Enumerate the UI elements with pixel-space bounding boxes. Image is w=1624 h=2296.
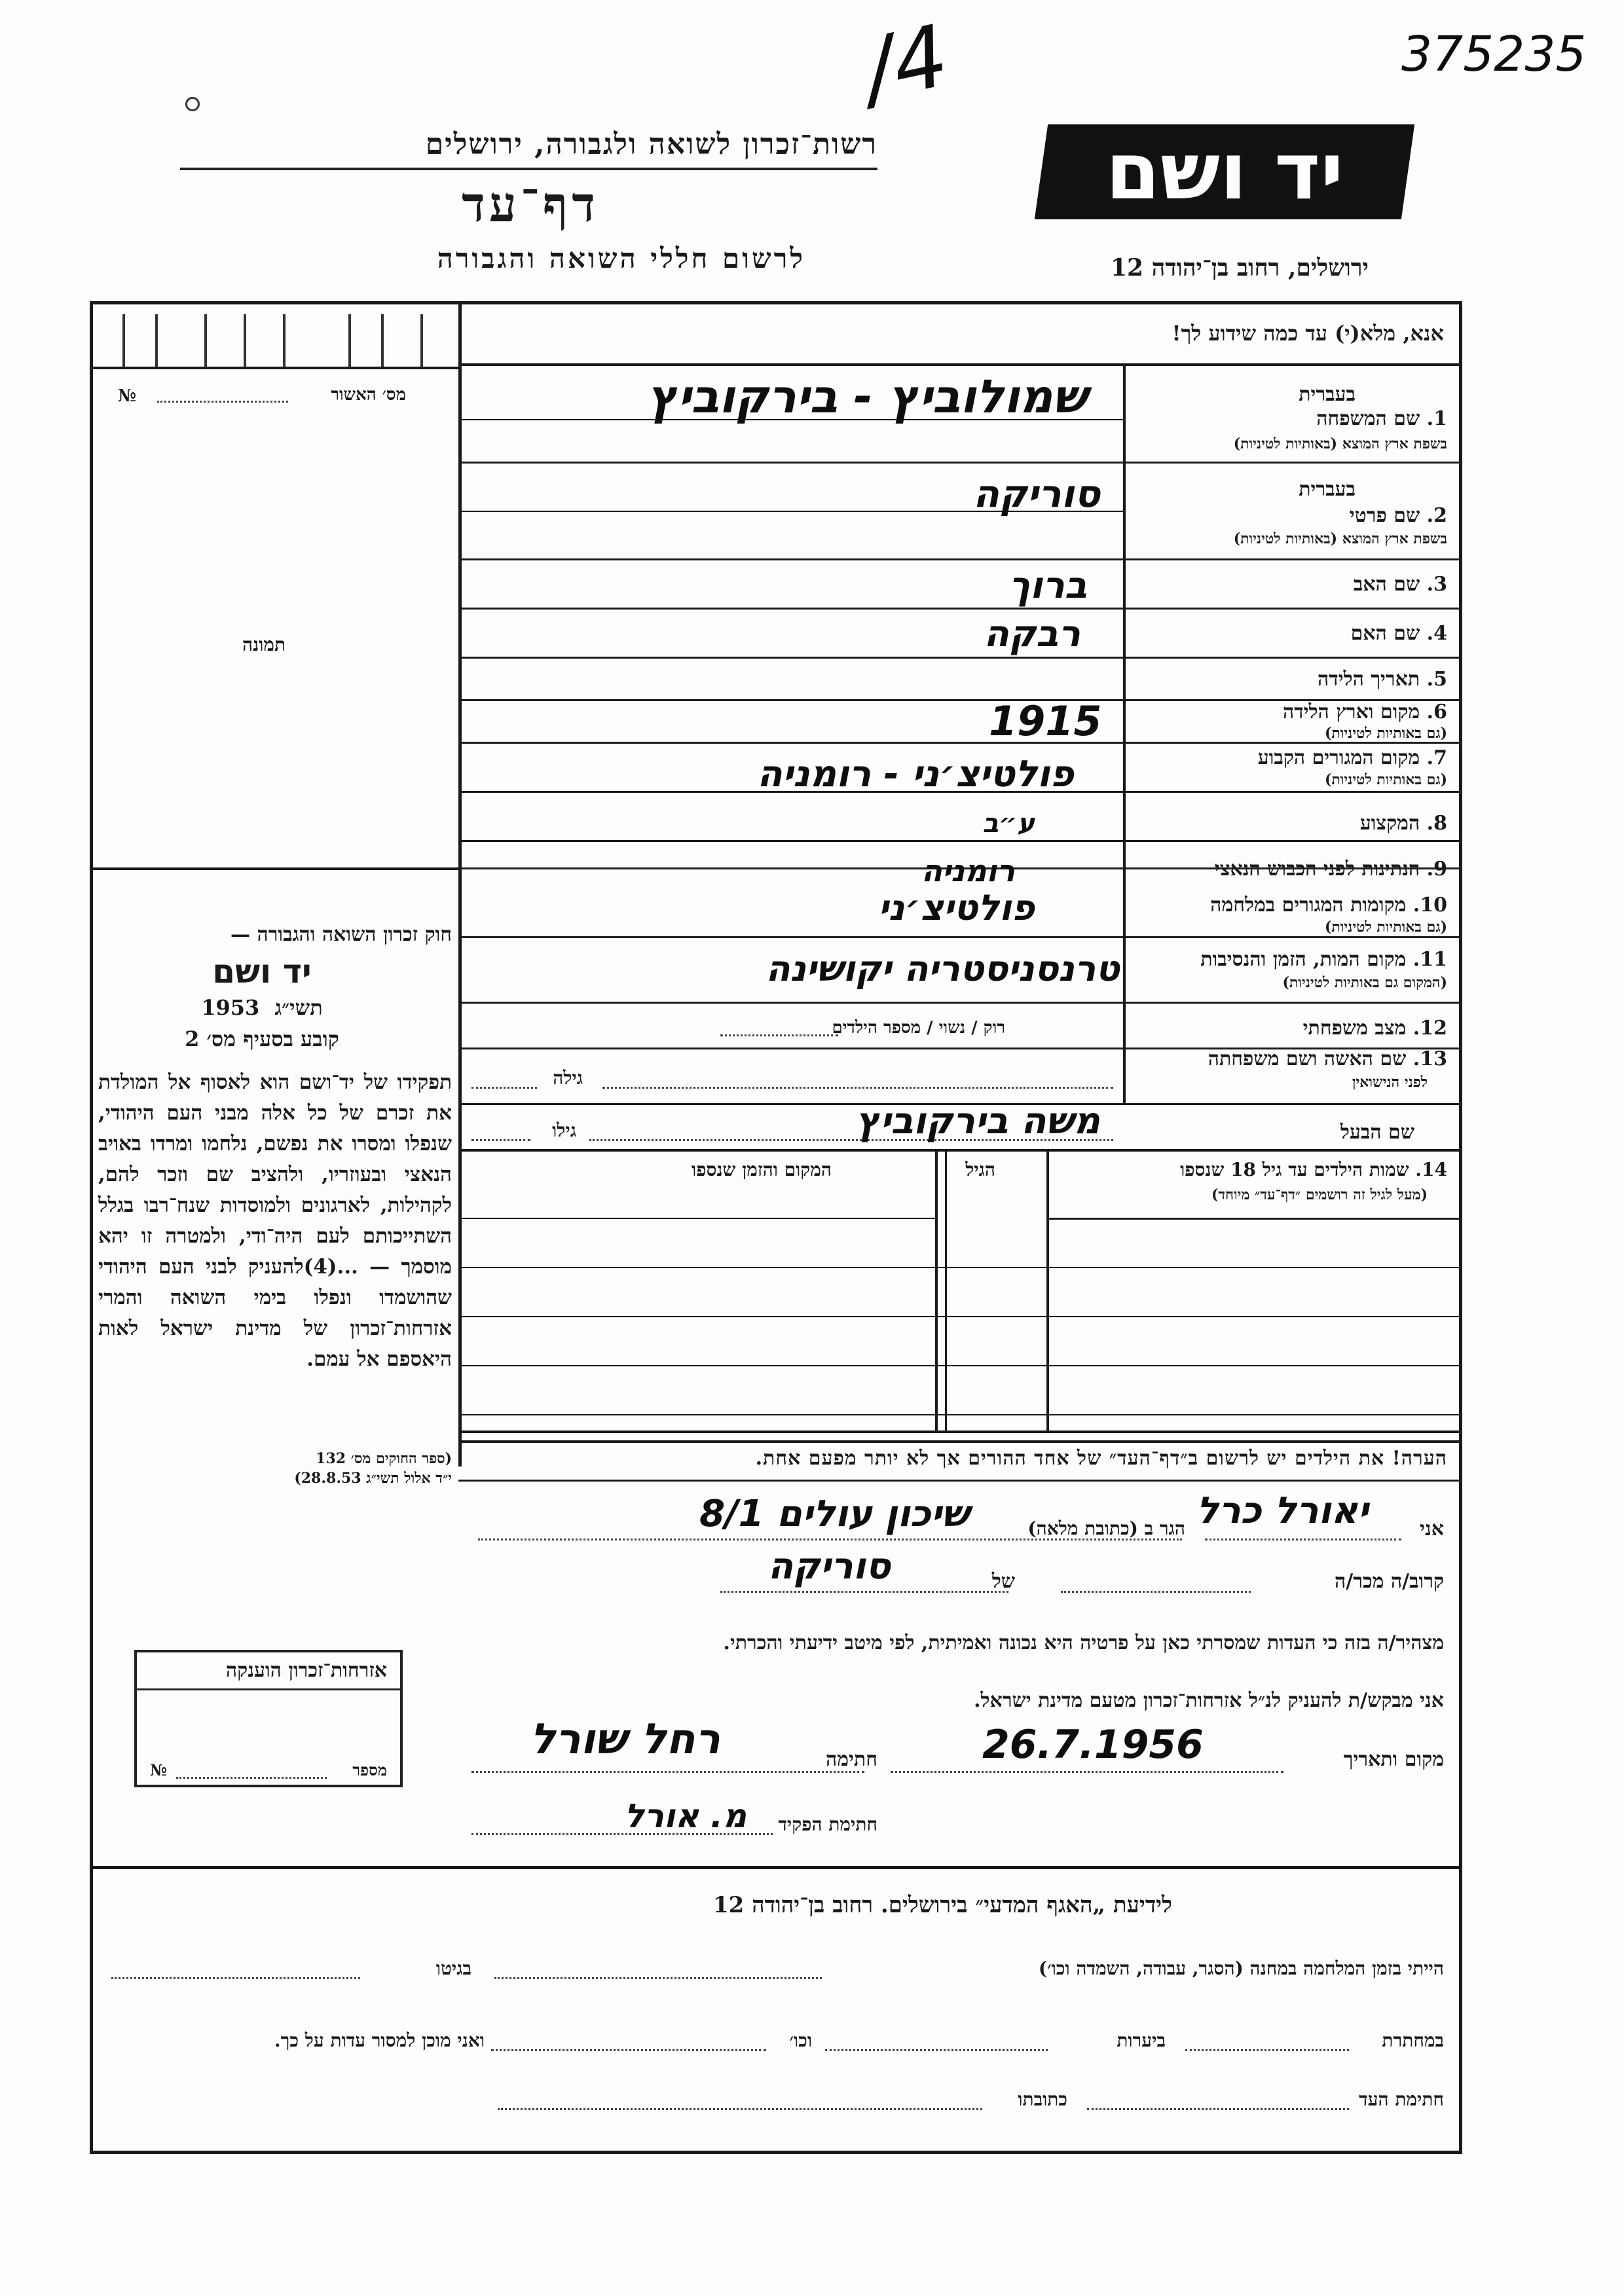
etc-field[interactable]	[491, 2049, 766, 2051]
field-13-label	[1208, 1048, 1447, 1070]
children-count-field[interactable]	[720, 1034, 838, 1036]
relation-field[interactable]	[1061, 1591, 1251, 1593]
field-13-age-label: גילה	[553, 1067, 583, 1089]
children-place-col: המקום והזמן שנספו	[692, 1159, 832, 1180]
field-11-text: מקום המות, הזמן והנסיבות	[1200, 948, 1407, 971]
law-year-hebrew: תשי״ג	[274, 995, 323, 1020]
law-logo: יד ושם	[212, 953, 312, 991]
field-10-label	[1210, 894, 1447, 917]
logo-text: יד ושם	[1105, 126, 1344, 217]
citizenship-box-number-label: מספר	[352, 1760, 387, 1779]
field-9-text: הנתינות לפני הכבוש הנאצי	[1214, 858, 1420, 881]
field-2-label	[1350, 504, 1447, 527]
yad-vashem-logo	[1035, 124, 1414, 219]
field-1-heb-tag: בעברית	[1299, 383, 1356, 406]
law-clause: קובע בסעיף מס׳ 2	[185, 1027, 339, 1051]
camp-field[interactable]	[494, 1977, 822, 1979]
request: אני מבקש/ת להעניק לנ״ל אזרחות־זכרון מטעם מדינת ישראל.	[974, 1689, 1444, 1712]
field-4-label	[1351, 622, 1447, 645]
field-8-num: 8.	[1426, 812, 1447, 835]
witness-relative-label: קרוב/ה מכר/ה	[1335, 1570, 1444, 1593]
field-10-sub: (גם באותיות לטיניות)	[1324, 919, 1447, 936]
approval-no-sign: №	[118, 386, 137, 406]
field-3-num: 3.	[1426, 573, 1447, 596]
field-10-num: 10.	[1412, 894, 1447, 917]
field-9-num: 9.	[1426, 858, 1447, 881]
field-5-value[interactable]: 1915	[989, 697, 1102, 745]
field-11-num: 11.	[1412, 948, 1447, 971]
field-7-sub: (גם באותיות לטיניות)	[1324, 771, 1447, 788]
witness-i-label: אני	[1420, 1518, 1444, 1540]
law-year: 1953	[201, 995, 260, 1020]
ghetto-field[interactable]	[111, 1977, 360, 1979]
wife-name-field[interactable]	[602, 1087, 1113, 1089]
instruction-rule	[458, 363, 1462, 366]
field-7-num: 7.	[1426, 746, 1447, 769]
field-14-num: 14.	[1415, 1159, 1447, 1180]
field-12-text: מצב משפחתי	[1302, 1017, 1407, 1040]
code-boxes	[93, 308, 458, 367]
field-1-text: שם המשפחה	[1316, 407, 1420, 430]
field-2-value[interactable]: סוריקה	[973, 471, 1100, 516]
wife-age-field[interactable]	[471, 1087, 537, 1089]
field-8-value[interactable]: ע״ב	[982, 809, 1035, 839]
witness-address-bottom-field[interactable]	[498, 2108, 982, 2110]
witness-of-value[interactable]: סוריקה	[767, 1545, 891, 1588]
law-ref-1: (ספר החוקים מס׳ 132	[316, 1450, 452, 1467]
bottom-notice: לידיעת „האגף המדעי״ בירושלים. רחוב בן־יהודה 12	[712, 1892, 1172, 1918]
field-2-sub: בשפת ארץ המוצא (באותיות לטיניות)	[1233, 530, 1447, 547]
law-body: תפקידו של יד־ושם הוא לאסוף אל המולדת את זכרם של כל אלה מבני העם היהודי, שנפלו ומסרו את נפשם, נלחמו ומרדו באויב הנאצי ובעוזריו, ולהציב שם וזכר להם, לקהילות, לארגונים ולמוסדות שנח־רבו בגלל השתייכותם לעם היה־ודי, ולמטרה זו יהא מוסמך — ...(4)להעניק לבני העם היהודי שהושמדו ונפלו בימי השואה והמרי אזרחות־זכרון של מדינת ישראל לאות היאספם אל עמם.	[98, 1070, 452, 1371]
field-4-num: 4.	[1426, 622, 1447, 645]
bottom-line1-b: בגיטו	[435, 1958, 471, 1979]
bottom-line3-b: כתובתו	[1018, 2088, 1067, 2110]
approval-no-label: מס׳ האשור	[331, 385, 406, 405]
witness-resident-label: הגר ב (כתובת מלאה)	[1027, 1518, 1185, 1539]
signature-field[interactable]	[471, 1771, 864, 1773]
field-7-label	[1258, 746, 1447, 769]
witness-address-field[interactable]	[478, 1539, 1182, 1540]
husband-age-label: גילו	[552, 1120, 576, 1141]
field-1-label	[1316, 407, 1447, 430]
bottom-line2-a: במחתרת	[1382, 2030, 1444, 2051]
place-date-label: מקום ותאריך	[1343, 1748, 1444, 1771]
husband-age-field[interactable]	[471, 1139, 530, 1141]
archive-number: 375235	[1401, 26, 1587, 82]
form-title: דף־עד	[462, 177, 599, 233]
children-age-col: הגיל	[965, 1159, 995, 1180]
field-13-num: 13.	[1412, 1048, 1447, 1070]
field-11-sub: (המקום גם באותיות לטיניות)	[1282, 974, 1447, 991]
citizenship-box-title: אזרחות־זכרון הוענקה	[225, 1659, 387, 1682]
underground-field[interactable]	[1185, 2049, 1349, 2051]
witness-i-value[interactable]: יאורל כרל	[1196, 1489, 1369, 1532]
bottom-line1-a: הייתי בזמן המלחמה במחנה (הסגר, עבודה, השמדה וכו׳)	[1038, 1958, 1444, 1979]
field-9-label	[1215, 858, 1447, 881]
instruction: אנא, מלא(י) עד כמה שידוע לך!	[1172, 321, 1444, 346]
field-4-value[interactable]: רבקה	[984, 613, 1080, 655]
field-6-label	[1283, 701, 1447, 723]
field-7-value[interactable]: פולטיצ׳ני - רומניה	[757, 753, 1074, 795]
page-mark: /4	[855, 5, 957, 120]
husband-label: שם הבעל	[1340, 1121, 1414, 1144]
field-2-num: 2.	[1426, 504, 1447, 527]
field-12-num: 12.	[1412, 1017, 1447, 1040]
field-2-text: שם פרטי	[1349, 504, 1420, 527]
children-table-top	[458, 1149, 1462, 1152]
field-8-label	[1360, 812, 1447, 835]
label-column-divider	[1123, 363, 1126, 1103]
bottom-line3-a: חתימת העד	[1359, 2088, 1444, 2110]
declaration: מצהיר/ה בזה כי העדות שמסרתי כאן על פרטיה היא נכונה ואמיתית, לפי מיטב ידיעתי והכרתי.	[723, 1631, 1444, 1654]
officer-value[interactable]: מ. אורל	[624, 1797, 747, 1835]
approval-no-field[interactable]	[157, 401, 288, 403]
citizenship-box-no-sign: №	[150, 1760, 168, 1779]
bottom-line2-b: ביערות	[1116, 2030, 1166, 2051]
witness-name-field[interactable]	[1205, 1539, 1401, 1540]
bottom-line2-c: וכו׳	[789, 2030, 812, 2051]
field-1-sub: בשפת ארץ המוצא (באותיות לטיניות)	[1233, 435, 1447, 452]
field-3-label	[1354, 573, 1447, 596]
header-rule	[180, 168, 877, 170]
bottom-line2-d: ואני מוכן למסור עדות על כך.	[274, 2030, 485, 2051]
witness-signature-field[interactable]	[1087, 2108, 1349, 2110]
bottom-section-rule	[90, 1866, 1462, 1869]
field-14-label	[1180, 1159, 1447, 1181]
field-3-value[interactable]: ברוך	[1008, 564, 1087, 607]
remark-top	[458, 1440, 1462, 1443]
field-12-label	[1303, 1017, 1447, 1040]
citizenship-box	[134, 1650, 403, 1787]
signature-value[interactable]: רחל שורל	[530, 1715, 720, 1764]
field-8-text: המקצוע	[1359, 812, 1420, 835]
form-subtitle: לרשום חללי השואה והגבורה	[437, 242, 805, 274]
field-1-value[interactable]: שמולוביץ - בירקוביץ	[647, 370, 1087, 424]
witness-resident-value[interactable]: שיכון עולים 8/1	[699, 1493, 969, 1535]
field-3-text: שם האב	[1353, 573, 1420, 596]
field-1-num: 1.	[1426, 407, 1447, 430]
law-ref-2: י״ד אלול תשי״ג 28.8.53)	[294, 1470, 452, 1487]
field-7-text: מקום המגורים הקבוע	[1257, 746, 1420, 769]
signature-label: חתימה	[826, 1748, 877, 1771]
field-6-text: מקום וארץ הלידה	[1282, 701, 1420, 723]
field-14-sub: (מעל לגיל זה רושמים ״דף־עד״ מיוחד)	[1211, 1186, 1428, 1203]
punch-hole	[185, 97, 200, 111]
field-13-sub: לפני הנישואין	[1352, 1074, 1428, 1091]
law-year-row	[164, 995, 360, 1020]
field-4-text: שם האם	[1350, 622, 1420, 645]
remark-bottom	[458, 1480, 1462, 1482]
field-14-text: שמות הילדים עד גיל 18 שנספו	[1180, 1159, 1409, 1180]
officer-label: חתימת הפקיד	[778, 1813, 877, 1835]
header-address: ירושלים, רחוב בן־יהודה 12	[1110, 254, 1369, 282]
field-11-label	[1200, 948, 1447, 971]
field-10-value[interactable]: פולטיצ׳ני	[878, 887, 1035, 928]
field-12-options: רוק / נשוי / מספר הילדים	[832, 1018, 1005, 1038]
field-6-num: 6.	[1426, 701, 1447, 723]
husband-value[interactable]: משה בירקוביץ	[856, 1100, 1100, 1142]
field-13-text: שם האשה ושם משפחתה	[1208, 1048, 1407, 1070]
field-2-heb-tag: בעברית	[1299, 478, 1356, 501]
photo-area-bottom	[90, 867, 462, 870]
remark: הערה! את הילדים יש לרשום ב״דף־העד״ של אחד ההורים אך לא יותר מפעם אחת.	[755, 1447, 1447, 1470]
field-10-text: מקומות המגורים במלחמה	[1210, 894, 1407, 917]
field-9-value[interactable]: רומניה	[921, 853, 1015, 888]
witness-of-label: של	[991, 1570, 1015, 1593]
place-date-field[interactable]	[891, 1771, 1283, 1773]
left-column-divider	[458, 301, 462, 1467]
code-box-bottom	[90, 367, 462, 369]
law-title: חוק זכרון השואה והגבורה —	[231, 923, 452, 946]
date-value[interactable]: 26.7.1956	[982, 1722, 1204, 1768]
of-field[interactable]	[720, 1591, 1008, 1593]
photo-label: תמונה	[242, 634, 286, 655]
field-6-sub: (גם באותיות לטיניות)	[1324, 725, 1447, 742]
field-5-text: תאריך הלידה	[1318, 668, 1420, 691]
authority-title: רשות־זכרון לשואה ולגבורה, ירושלים	[425, 128, 877, 161]
field-5-label	[1318, 668, 1447, 691]
forests-field[interactable]	[825, 2049, 1048, 2051]
field-11-value[interactable]: טרנסניסטריה יקושינה	[766, 948, 1120, 989]
field-5-num: 5.	[1426, 668, 1447, 691]
